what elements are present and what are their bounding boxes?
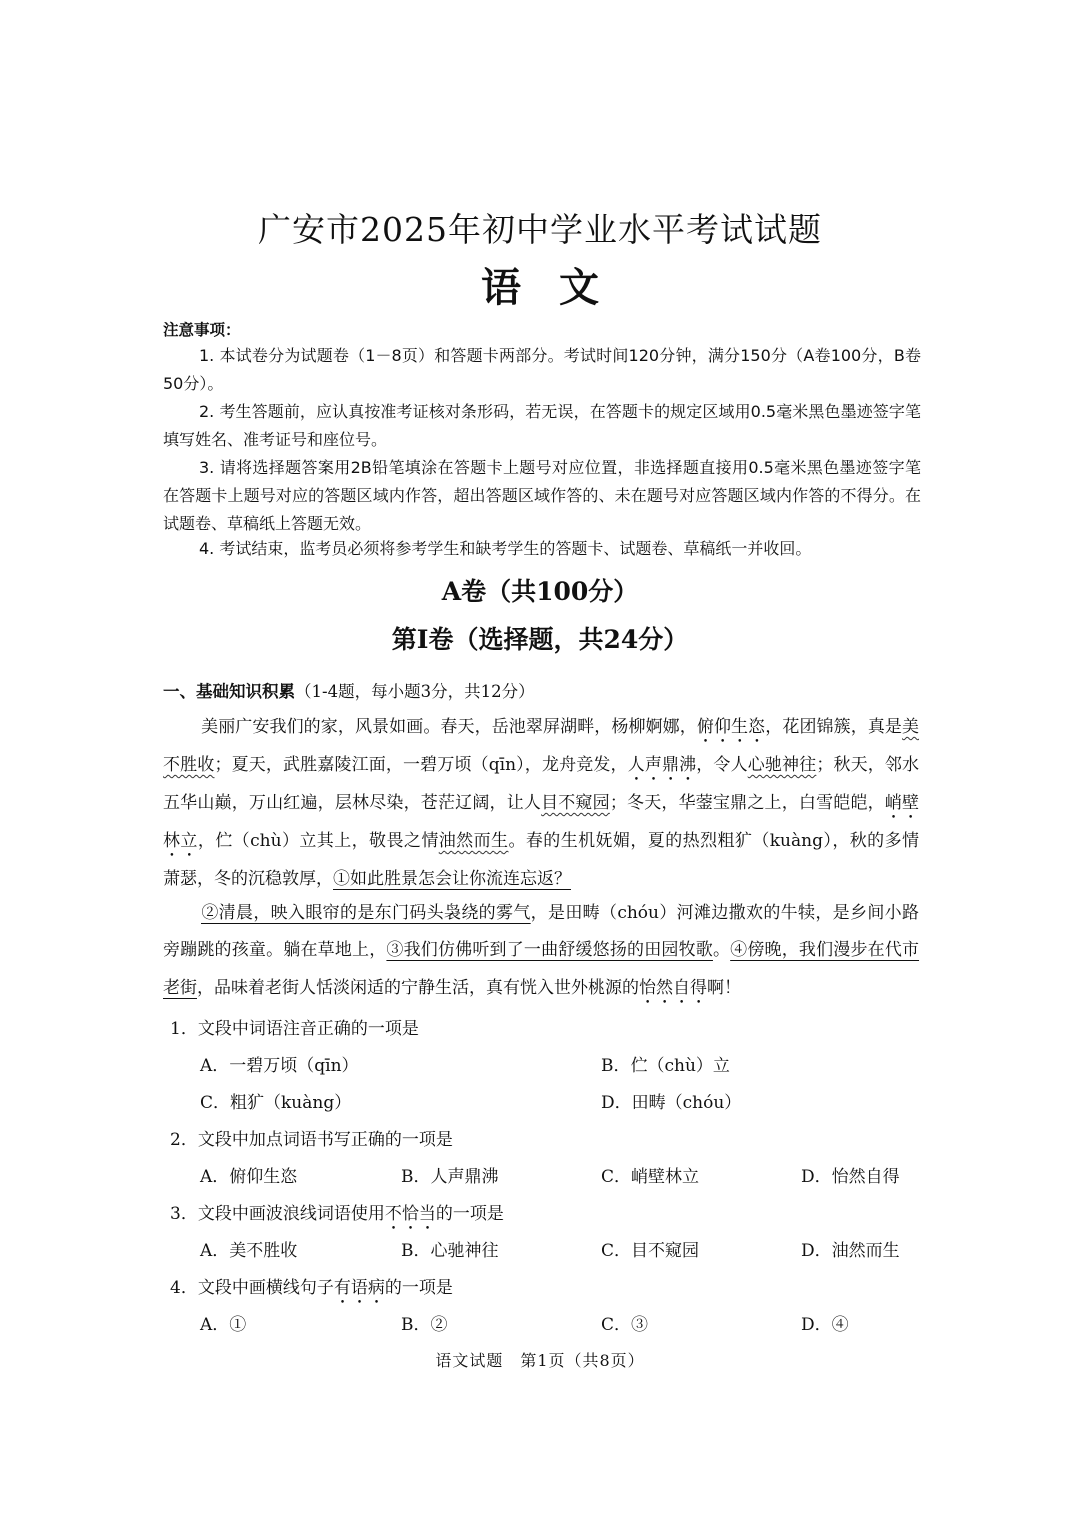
underlined-sentence: ③我们仿佛听到了一曲舒缓悠扬的田园牧歌 bbox=[386, 940, 713, 961]
dotted-word: 怡然自得 bbox=[639, 977, 707, 998]
question-3-option-c: C．目不窥园 bbox=[601, 1241, 700, 1261]
underlined-sentence: ④傍晚，我们漫步在代市老街 bbox=[163, 940, 920, 998]
question-1-option-c: C．粗犷（kuàng） bbox=[200, 1093, 352, 1113]
underlined-sentence: ②清晨，映入眼帘的是东门码头袅绕的雾气 bbox=[201, 903, 531, 923]
notice-item-1: 1. 本试卷分为试题卷（1－8页）和答题卡两部分。考试时间120分钟，满分150分（A卷100分，B卷50分）。 bbox=[163, 346, 921, 393]
question-2-stem: 2．文段中加点词语书写正确的一项是 bbox=[170, 1130, 453, 1150]
wavy-word: 美不胜收 bbox=[163, 717, 920, 775]
question-1-option-a: A．一碧万顷（qīn） bbox=[200, 1056, 359, 1076]
question-3-option-b: B．心驰神往 bbox=[401, 1241, 499, 1261]
a-volume-heading: A卷（共100分） bbox=[441, 577, 639, 606]
question-4-stem: 4．文段中画横线句子有语病的一项是 bbox=[170, 1278, 453, 1298]
question-4-option-b: B．② bbox=[401, 1315, 448, 1335]
page-footer: 语文试题 第1页（共8页） bbox=[435, 1351, 645, 1370]
question-3-option-a: A．美不胜收 bbox=[200, 1241, 298, 1261]
question-1-stem: 1．文段中词语注音正确的一项是 bbox=[170, 1019, 419, 1039]
question-4-option-a: A．① bbox=[200, 1315, 247, 1335]
question-2-option-a: A．俯仰生恣 bbox=[200, 1167, 298, 1187]
question-1-option-b: B．伫（chù）立 bbox=[601, 1056, 730, 1076]
question-3-stem: 3．文段中画波浪线词语使用不恰当的一项是 bbox=[170, 1204, 504, 1224]
notice-item-4: 4. 考试结束，监考员必须将参考学生和缺考学生的答题卡、试题卷、草稿纸一并收回。 bbox=[199, 539, 812, 558]
notice-heading: 注意事项： bbox=[163, 321, 241, 339]
notice-item-3: 3. 请将选择题答案用2B铅笔填涂在答题卡上题号对应位置，非选择题直接用0.5毫米黑色墨迹签字笔在答题卡上题号对应的答题区域内作答，超出答题区域作答的、未在题号对应答题区域内作答的不得分。在试题卷、草稿纸上答题无效。 bbox=[163, 458, 921, 533]
question-2-option-c: C．峭壁林立 bbox=[601, 1167, 700, 1187]
question-2-option-d: D．怡然自得 bbox=[801, 1167, 900, 1187]
wavy-word: 目不窥园 bbox=[541, 793, 610, 813]
underlined-sentence: ①如此胜景怎会让你流连忘返？ bbox=[333, 869, 571, 889]
question-4-option-d: D．④ bbox=[801, 1315, 849, 1335]
question-2-option-b: B．人声鼎沸 bbox=[401, 1167, 499, 1187]
subject-title: 语文 bbox=[481, 264, 637, 311]
wavy-word: 心驰神往 bbox=[747, 755, 817, 775]
notice-item-2: 2. 考生答题前，应认真按准考证核对条形码，若无误，在答题卡的规定区域用0.5毫米黑色墨迹签字笔填写姓名、准考证号和座位号。 bbox=[163, 402, 921, 449]
passage-paragraph-1: 美丽广安我们的家，风景如画。春天，岳池翠屏湖畔，杨柳婀娜，俯仰生恣，花团锦簇，真是美不胜收；夏天，武胜嘉陵江面，一碧万顷（qīn），龙舟竞发，人声鼎沸，令人心驰神往；秋天，邻水五华山巅，万山红遍，层林尽染，苍茫辽阔，让人目不窥园；冬天，华蓥宝鼎之上，白雪皑皑，峭壁林立，伫（chù）立其上，敬畏之情油然而生。春的生机妩媚，夏的热烈粗犷（kuàng），秋的多情萧瑟，冬的沉稳敦厚，①如此胜景怎会让你流连忘返？ bbox=[163, 717, 920, 889]
passage-paragraph-2: ②清晨，映入眼帘的是东门码头袅绕的雾气，是田畴（chóu）河滩边撒欢的牛犊，是乡间小路旁蹦跳的孩童。躺在草地上，③我们仿佛听到了一曲舒缓悠扬的田园牧歌。④傍晚，我们漫步在代市老街，品味着老街人恬淡闲适的宁静生活，真有恍入世外桃源的怡然自得啊！ bbox=[163, 903, 920, 998]
dotted-word: 峭壁林立 bbox=[163, 793, 920, 851]
question-4-option-c: C．③ bbox=[601, 1315, 649, 1335]
section-heading: 一、基础知识积累（1-4题，每小题3分，共12分） bbox=[163, 682, 535, 701]
wavy-word: 油然而生 bbox=[438, 831, 509, 851]
question-3-option-d: D．油然而生 bbox=[801, 1241, 900, 1261]
dotted-word: 人声鼎沸 bbox=[627, 755, 697, 775]
part-one-heading: 第Ⅰ卷（选择题，共24分） bbox=[391, 625, 689, 654]
exam-title: 广安市2025年初中学业水平考试试题 bbox=[258, 210, 822, 249]
dotted-word: 俯仰生恣 bbox=[696, 717, 766, 737]
question-1-option-d: D．田畴（chóu） bbox=[601, 1093, 742, 1113]
